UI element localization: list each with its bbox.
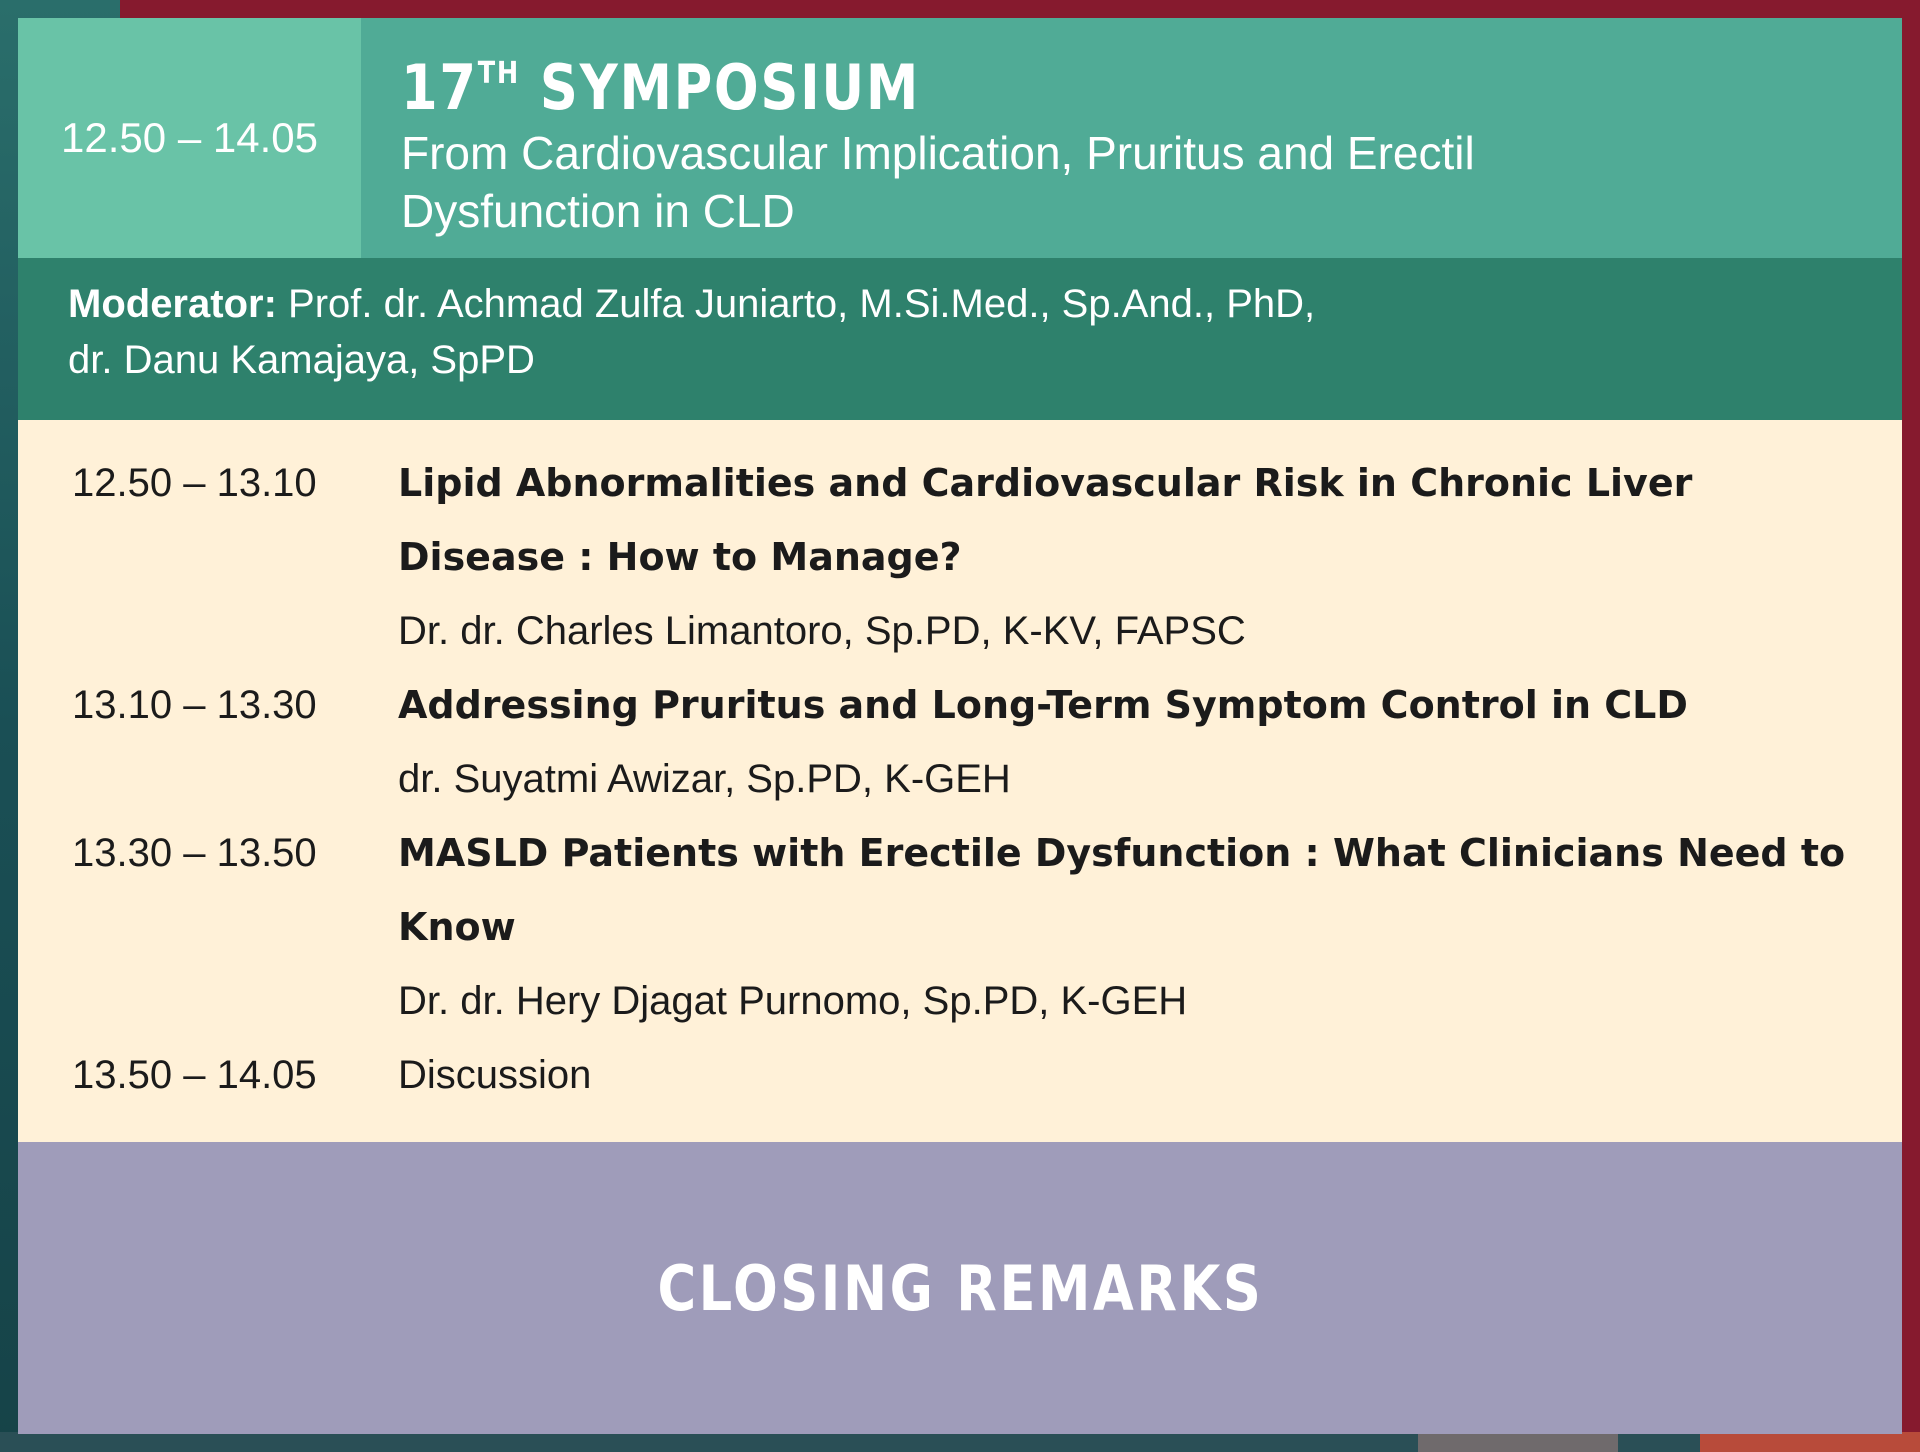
schedule-body bbox=[398, 1038, 1858, 1112]
moderator-line-1 bbox=[68, 276, 1852, 332]
talk-title: Addressing Pruritus and Long-Term Symptom Control in CLD bbox=[398, 683, 1688, 727]
session-title-block bbox=[361, 18, 1902, 258]
background-gray-block bbox=[1418, 1432, 1618, 1452]
moderator-name-1: Prof. dr. Achmad Zulfa Juniarto, M.Si.Med., Sp.And., PhD, bbox=[288, 282, 1316, 326]
session-time: 12.50 – 14.05 bbox=[18, 18, 361, 258]
schedule-body bbox=[398, 446, 1858, 668]
moderator-block bbox=[18, 258, 1902, 420]
discussion-label: Discussion bbox=[398, 1053, 592, 1097]
schedule-row bbox=[18, 668, 1902, 816]
closing-remarks-label: CLOSING REMARKS bbox=[657, 1251, 1263, 1325]
background-bottom-strip bbox=[0, 1432, 1920, 1452]
moderator-name-2: dr. Danu Kamajaya, SpPD bbox=[68, 338, 535, 382]
talk-title: MASLD Patients with Erectile Dysfunction : What Clinicians Need to Know bbox=[398, 831, 1846, 949]
speaker-name: Dr. dr. Hery Djagat Purnomo, Sp.PD, K-GEH bbox=[398, 979, 1188, 1023]
schedule-time: 13.10 – 13.30 bbox=[72, 683, 317, 727]
schedule-body bbox=[398, 816, 1858, 1038]
agenda-card bbox=[18, 18, 1902, 1434]
schedule-row bbox=[18, 1038, 1902, 1112]
schedule-row bbox=[18, 816, 1902, 1038]
moderator-label: Moderator: bbox=[68, 282, 277, 326]
talk-title: Lipid Abnormalities and Cardiovascular Risk in Chronic Liver Disease : How to Manage? bbox=[398, 461, 1693, 579]
speaker-name: Dr. dr. Charles Limantoro, Sp.PD, K-KV, FAPSC bbox=[398, 609, 1246, 653]
schedule-list bbox=[18, 420, 1902, 1142]
session-subtitle: From Cardiovascular Implication, Pruritus and Erectil Dysfunction in CLD bbox=[401, 127, 1475, 237]
background-orange-block bbox=[1700, 1432, 1920, 1452]
title-suffix: TH bbox=[477, 56, 520, 91]
title-number: 17 bbox=[401, 51, 478, 124]
session-title bbox=[401, 38, 1643, 124]
speaker-name: dr. Suyatmi Awizar, Sp.PD, K-GEH bbox=[398, 757, 1011, 801]
schedule-row bbox=[18, 446, 1902, 668]
schedule-time: 13.30 – 13.50 bbox=[72, 831, 317, 875]
closing-remarks-block bbox=[18, 1142, 1902, 1434]
schedule-body bbox=[398, 668, 1858, 816]
schedule-time: 13.50 – 14.05 bbox=[72, 1053, 317, 1097]
schedule-time: 12.50 – 13.10 bbox=[72, 461, 317, 505]
session-header bbox=[18, 18, 1902, 258]
title-word: SYMPOSIUM bbox=[539, 51, 921, 124]
